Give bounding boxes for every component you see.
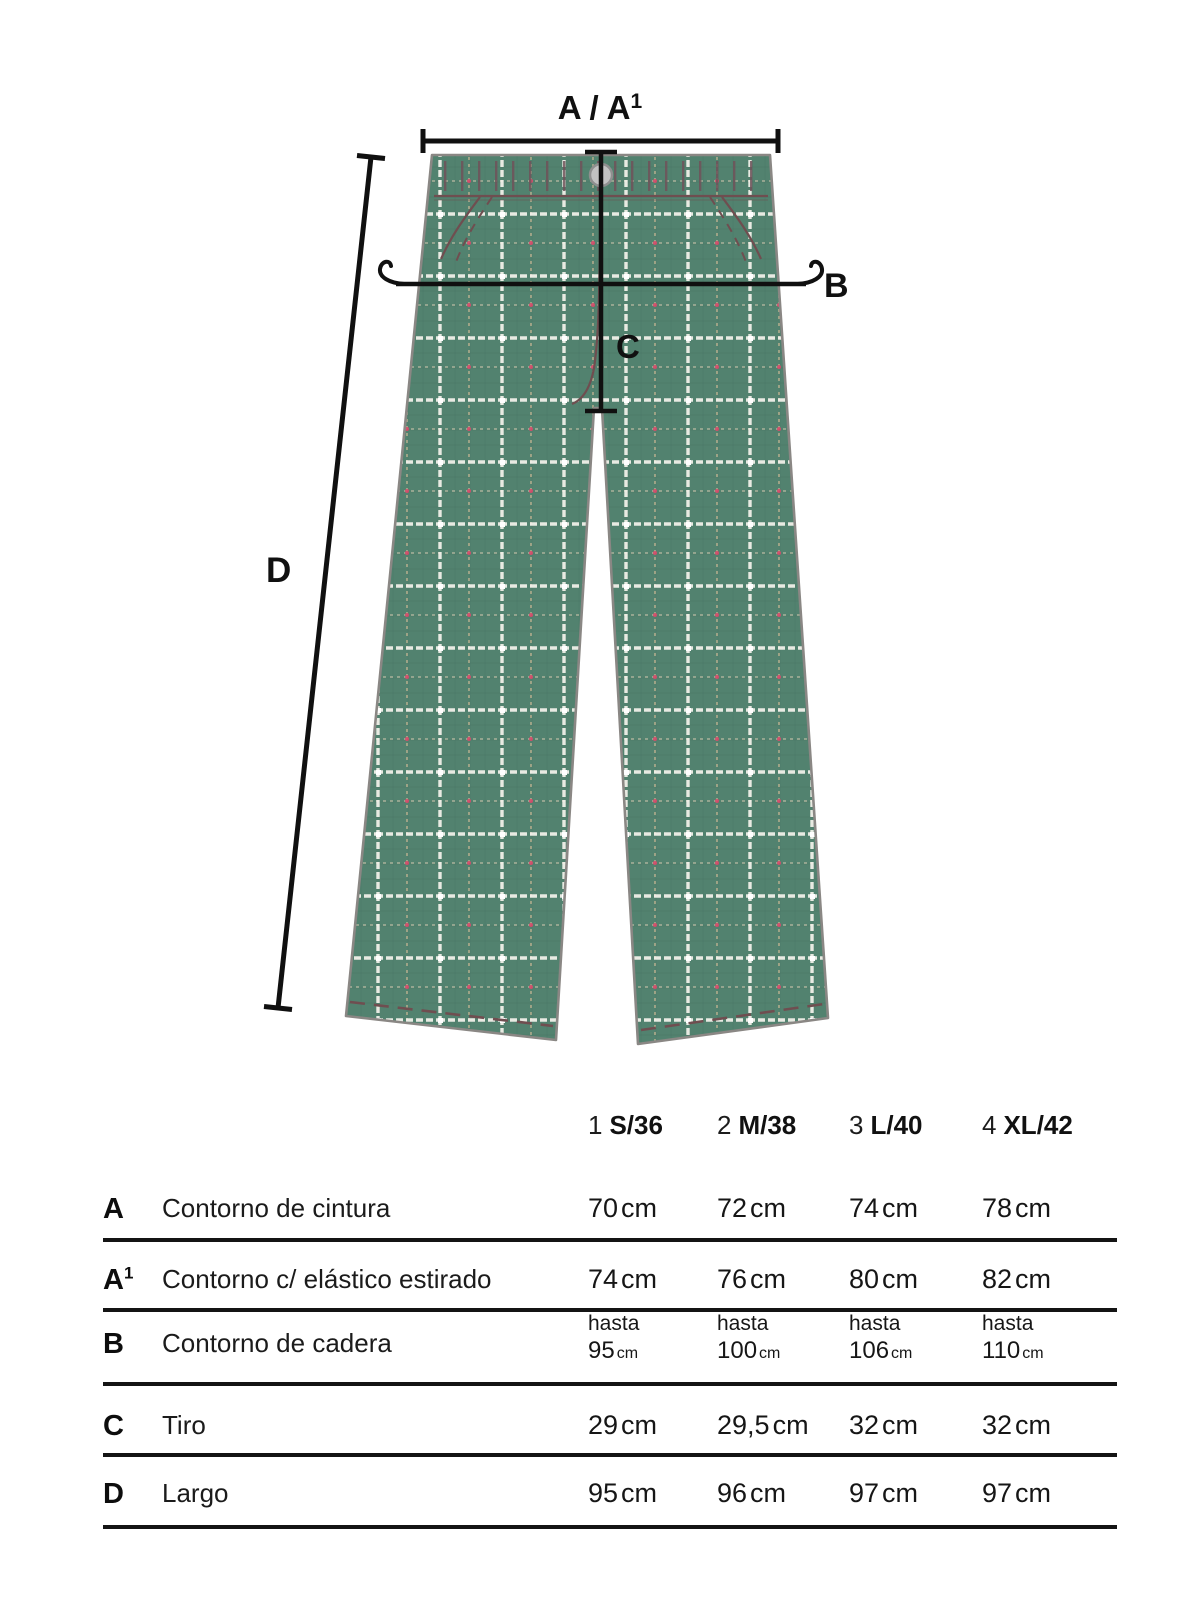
measure-value: 32 cm: [982, 1410, 1052, 1440]
size-header: [717, 1110, 796, 1141]
measure-letter: D: [103, 1478, 124, 1510]
measure-value: hasta 110 cm: [982, 1312, 1044, 1364]
measure-value: hasta 106 cm: [849, 1312, 913, 1364]
measure-value: 76 cm: [717, 1264, 787, 1294]
measure-desc: Contorno de cadera: [162, 1328, 392, 1358]
size-number: 4: [982, 1110, 997, 1140]
measure-value: 97 cm: [982, 1478, 1052, 1508]
table-row-waist-stretched: [0, 1264, 1200, 1304]
size-header: [849, 1110, 923, 1141]
size-number: 3: [849, 1110, 864, 1140]
measure-letter: C: [103, 1410, 124, 1442]
table-row-length: [0, 1478, 1200, 1518]
measure-value: 96 cm: [717, 1478, 787, 1508]
measure-letter: B: [103, 1328, 124, 1360]
row-divider: [103, 1525, 1117, 1529]
measure-value: 29,5 cm: [717, 1410, 809, 1440]
size-header: [588, 1110, 663, 1141]
size-number: 1: [588, 1110, 603, 1140]
size-label: L/40: [870, 1110, 923, 1140]
measure-value: hasta 95 cm: [588, 1312, 640, 1364]
dimension-label-d: D: [266, 551, 292, 590]
size-label: XL/42: [1003, 1110, 1073, 1140]
measure-letter: A: [103, 1193, 124, 1225]
size-header: [982, 1110, 1073, 1141]
measure-desc: Contorno c/ elástico estirado: [162, 1264, 492, 1294]
measure-value: 72 cm: [717, 1193, 787, 1223]
size-header-row: [0, 1110, 1200, 1150]
measure-value: 80 cm: [849, 1264, 919, 1294]
table-row-rise: [0, 1410, 1200, 1450]
measure-value: 70 cm: [588, 1193, 658, 1223]
measure-value: 82 cm: [982, 1264, 1052, 1294]
measure-desc: Contorno de cintura: [162, 1193, 391, 1223]
table-row-hip: [0, 1312, 1200, 1398]
table-row-waist: [0, 1193, 1200, 1233]
measure-value: 74 cm: [588, 1264, 658, 1294]
size-number: 2: [717, 1110, 732, 1140]
measure-value: 78 cm: [982, 1193, 1052, 1223]
dimension-label-c: C: [616, 328, 640, 365]
measure-value: 97 cm: [849, 1478, 919, 1508]
row-divider: [103, 1238, 1117, 1242]
dimension-label-a: A / $A^1$: [557, 89, 643, 126]
size-label: M/38: [738, 1110, 797, 1140]
pants-outline: [346, 155, 828, 1044]
measure-letter: $A^1$: [103, 1263, 134, 1296]
measure-desc: Tiro: [162, 1410, 206, 1440]
dimension-line-a: [423, 129, 778, 153]
measure-value: 74 cm: [849, 1193, 919, 1223]
measure-value: 32 cm: [849, 1410, 919, 1440]
row-divider: [103, 1382, 1117, 1386]
measure-value: hasta 100 cm: [717, 1312, 781, 1364]
dimension-label-b: B: [824, 267, 849, 305]
size-label: S/36: [609, 1110, 663, 1140]
measure-value: 29 cm: [588, 1410, 658, 1440]
measure-value: 95 cm: [588, 1478, 658, 1508]
row-divider: [103, 1453, 1117, 1457]
measure-desc: Largo: [162, 1478, 229, 1508]
